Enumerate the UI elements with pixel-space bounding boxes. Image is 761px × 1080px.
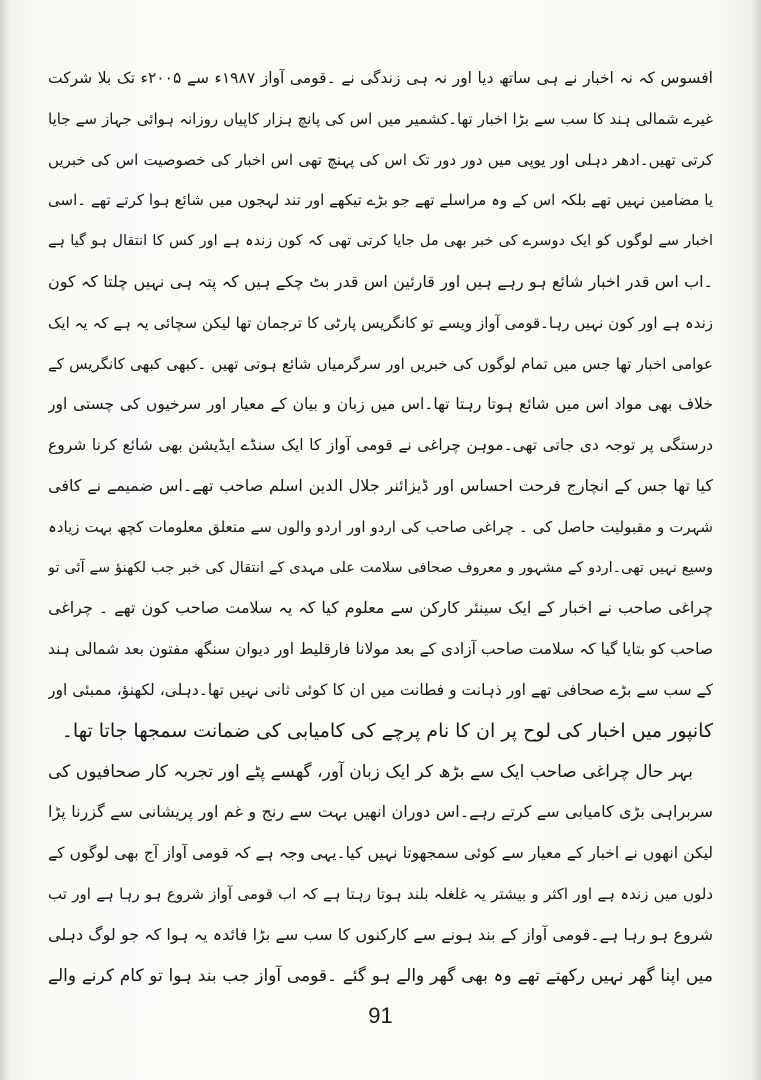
scan-shadow-right (751, 0, 761, 1080)
text-line-3: کرتی تھیں۔ادھر دہلی اور یوپی میں دور دور تک اس کی پہنچ تھی اس اخبار کی خصوصیت اس کی خبریں (48, 150, 713, 169)
text-line-10: درستگی پر توجہ دی جاتی تھی۔موہن چراغی نے قومی آواز کا ایک سنڈے ایڈیشن بھی شائع کرنا شروع (48, 436, 713, 455)
page-number: 91 (368, 1003, 393, 1028)
text-line-19: سربراہی بڑی کامیابی سے کرتے رہے۔اس دوران انھیں بہت سے رنج و غم اور پریشانی سے گزرنا پڑا (48, 802, 713, 822)
text-line-11: کیا تھا جس کے انچارج فرحت احساس اور ڈیزائنر جلال الدین اسلم صاحب تھے۔اس ضمیمے نے کافی (48, 475, 713, 495)
text-line-16: کے سب سے بڑے صحافی تھے اور ذہانت و فطانت میں ان کا کوئی ثانی نہیں تھا۔دہلی، لکھنؤ، ممبئی اور (48, 680, 713, 699)
text-line-23: میں اپنا گھر نہیں رکھتے تھے وہ بھی گھر والے ہو گئے ۔قومی آواز جب بند ہوا تو کام کرنے والے (48, 965, 713, 986)
text-line-22: شروع ہو رہا ہے۔قومی آواز کے بند ہونے سے کارکنوں کا سب سے بڑا فائدہ یہ ہوا کہ جو لوگ دہلی (48, 924, 713, 944)
page-body-text (48, 58, 713, 996)
text-line-2: غیرے شمالی ہند کا سب سے بڑا اخبار تھا۔کشمیر میں اس کی پانچ ہزار کاپیاں روزانہ ہوائی جہاز سے جایا (48, 109, 713, 128)
text-line-1: افسوس کہ نہ اخبار نے ہی ساتھ دیا اور نہ ہی زندگی نے ۔قومی آواز ۱۹۸۷ء سے ۲۰۰۵ء تک بلا شرکت (48, 69, 713, 87)
text-line-5: اخبار سے لوگوں کو ایک دوسرے کی خبر بھی مل جایا کرتی تھی کہ کون زندہ ہے اور کس کا انتقال ہو گیا ہے (48, 233, 713, 250)
text-line-15: صاحب کو بتایا گیا کہ سلامت صاحب آزادی کے بعد مولانا فارقلیط اور دیوان سنگھ مفتون بعد شمالی ہند (48, 640, 713, 659)
text-line-4: یا مضامین نہیں تھے بلکہ اس کے وہ مراسلے تھے جو بڑے تیکھے اور تند لہجوں میں شائع ہوا کرتے تھے ۔اسی (48, 191, 713, 210)
text-line-12: شہرت و مقبولیت حاصل کی ۔ چراغی صاحب کی اردو اور اردو والوں سے متعلق معلومات کچھ بہت زیادہ (48, 517, 713, 536)
text-line-6: ۔اب اس قدر اخبار شائع ہو رہے ہیں اور قارئین اس قدر بٹ چکے ہیں کہ پتہ ہی نہیں چلتا کہ کون (48, 271, 713, 291)
text-line-20: لیکن انھوں نے اخبار کے معیار سے کوئی سمجھوتا نہیں کیا۔یہی وجہ ہے کہ قومی آواز آج بھی لوگوں کے (48, 844, 713, 863)
text-line-21: دلوں میں زندہ ہے اور اکثر و بیشتر یہ غلغلہ بلند ہوتا رہتا ہے کہ اب قومی آواز شروع ہو رہا ہے اور تب (48, 884, 713, 903)
text-line-7: زندہ ہے اور کون نہیں رہا۔قومی آواز ویسے تو کانگریس پارٹی کا ترجمان تھا لیکن سچائی یہ ہے کہ یہ ایک (48, 313, 713, 332)
text-line-17: کانپور میں اخبار کی لوح پر ان کا نام پرچے کی کامیابی کی ضمانت سمجھا جاتا تھا۔ (61, 719, 713, 742)
scan-shadow-left (0, 0, 10, 1080)
text-line-8: عوامی اخبار تھا جس میں تمام لوگوں کی خبریں اور سرگرمیاں شائع ہوتی تھیں ۔کبھی کبھی کانگریس کے (48, 354, 713, 373)
text-line-18: بہر حال چراغی صاحب ایک سے بڑھ کر ایک زبان آور، گھسے پٹے اور تجربہ کار صحافیوں کی (48, 761, 693, 782)
text-line-13: وسیع نہیں تھی۔اردو کے مشہور و معروف صحافی سلامت علی مہدی کے انتقال کی خبر جب لکھنؤ سے آئی تو (48, 559, 713, 576)
text-line-14: چراغی صاحب نے اخبار کے ایک سینئر کارکن سے معلوم کیا کہ یہ سلامت صاحب کون تھے ۔ چراغی (48, 598, 713, 618)
text-line-9: خلاف بھی مواد اس میں شائع ہوتا رہتا تھا۔اس میں زبان و بیان کے معیار اور سرخیوں کی چستی اور (48, 395, 713, 414)
